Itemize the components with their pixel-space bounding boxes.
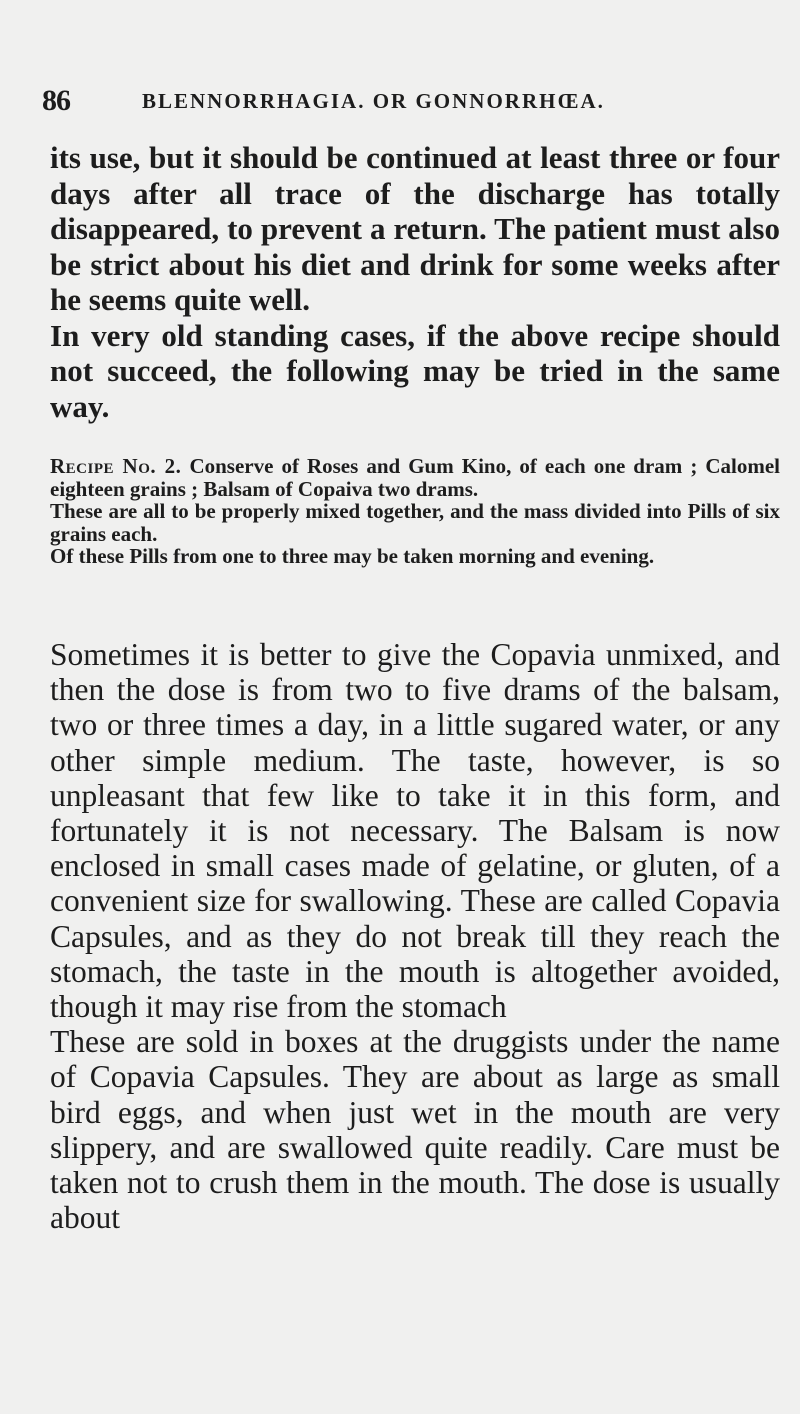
- recipe-dosage: Of these Pills from one to three may be taken morning and evening.: [50, 544, 655, 569]
- section-two: [50, 637, 780, 1235]
- section-one: [50, 140, 780, 424]
- recipe-ingredients-text: Conserve of Roses and Gum Kino, of each one dram ; Calomel eighteen grains ; Balsam of Copaiva two drams.: [50, 454, 780, 501]
- page-number: 86: [42, 84, 70, 117]
- paragraph: its use, but it should be continued at least three or four days after all trace of the discharge has totally disappeared, to prevent a return. The patient must also be strict about his diet and drink for some weeks after he seems quite well.: [50, 140, 780, 317]
- recipe-preparation: These are all to be properly mixed together, and the mass divided into Pills of six grains each.: [50, 499, 780, 546]
- running-title: BLENNORRHAGIA. OR GONNORRHŒA.: [142, 89, 605, 113]
- recipe-block: [50, 455, 780, 568]
- paragraph: In very old standing cases, if the above recipe should not succeed, the following may be tried in the same way.: [50, 317, 780, 424]
- recipe-ingredients: [50, 455, 780, 500]
- page-header: [42, 84, 772, 118]
- paragraph: Sometimes it is better to give the Copavia unmixed, and then the dose is from two to five drams of the balsam, two or three times a day, in a little sugared water, or any other simple medium. The taste, however, is so unpleasant that few like to take it in this form, and fortunately it is not necessary. The Balsam is now enclosed in small cases made of gelatine, or gluten, of a convenient size for swallowing. These are called Copavia Capsules, and as they do not break till they reach the stomach, the taste in the mouth is altogether avoided, though it may rise from the stomach: [50, 637, 780, 1025]
- paragraph: These are sold in boxes at the druggists under the name of Copavia Capsules. They are about as large as small bird eggs, and when just wet in the mouth are very slippery, and are swallowed quite readily. Care must be taken not to crush them in the mouth. The dose is usually about: [50, 1024, 780, 1236]
- recipe-label: Recipe No. 2.: [50, 454, 182, 478]
